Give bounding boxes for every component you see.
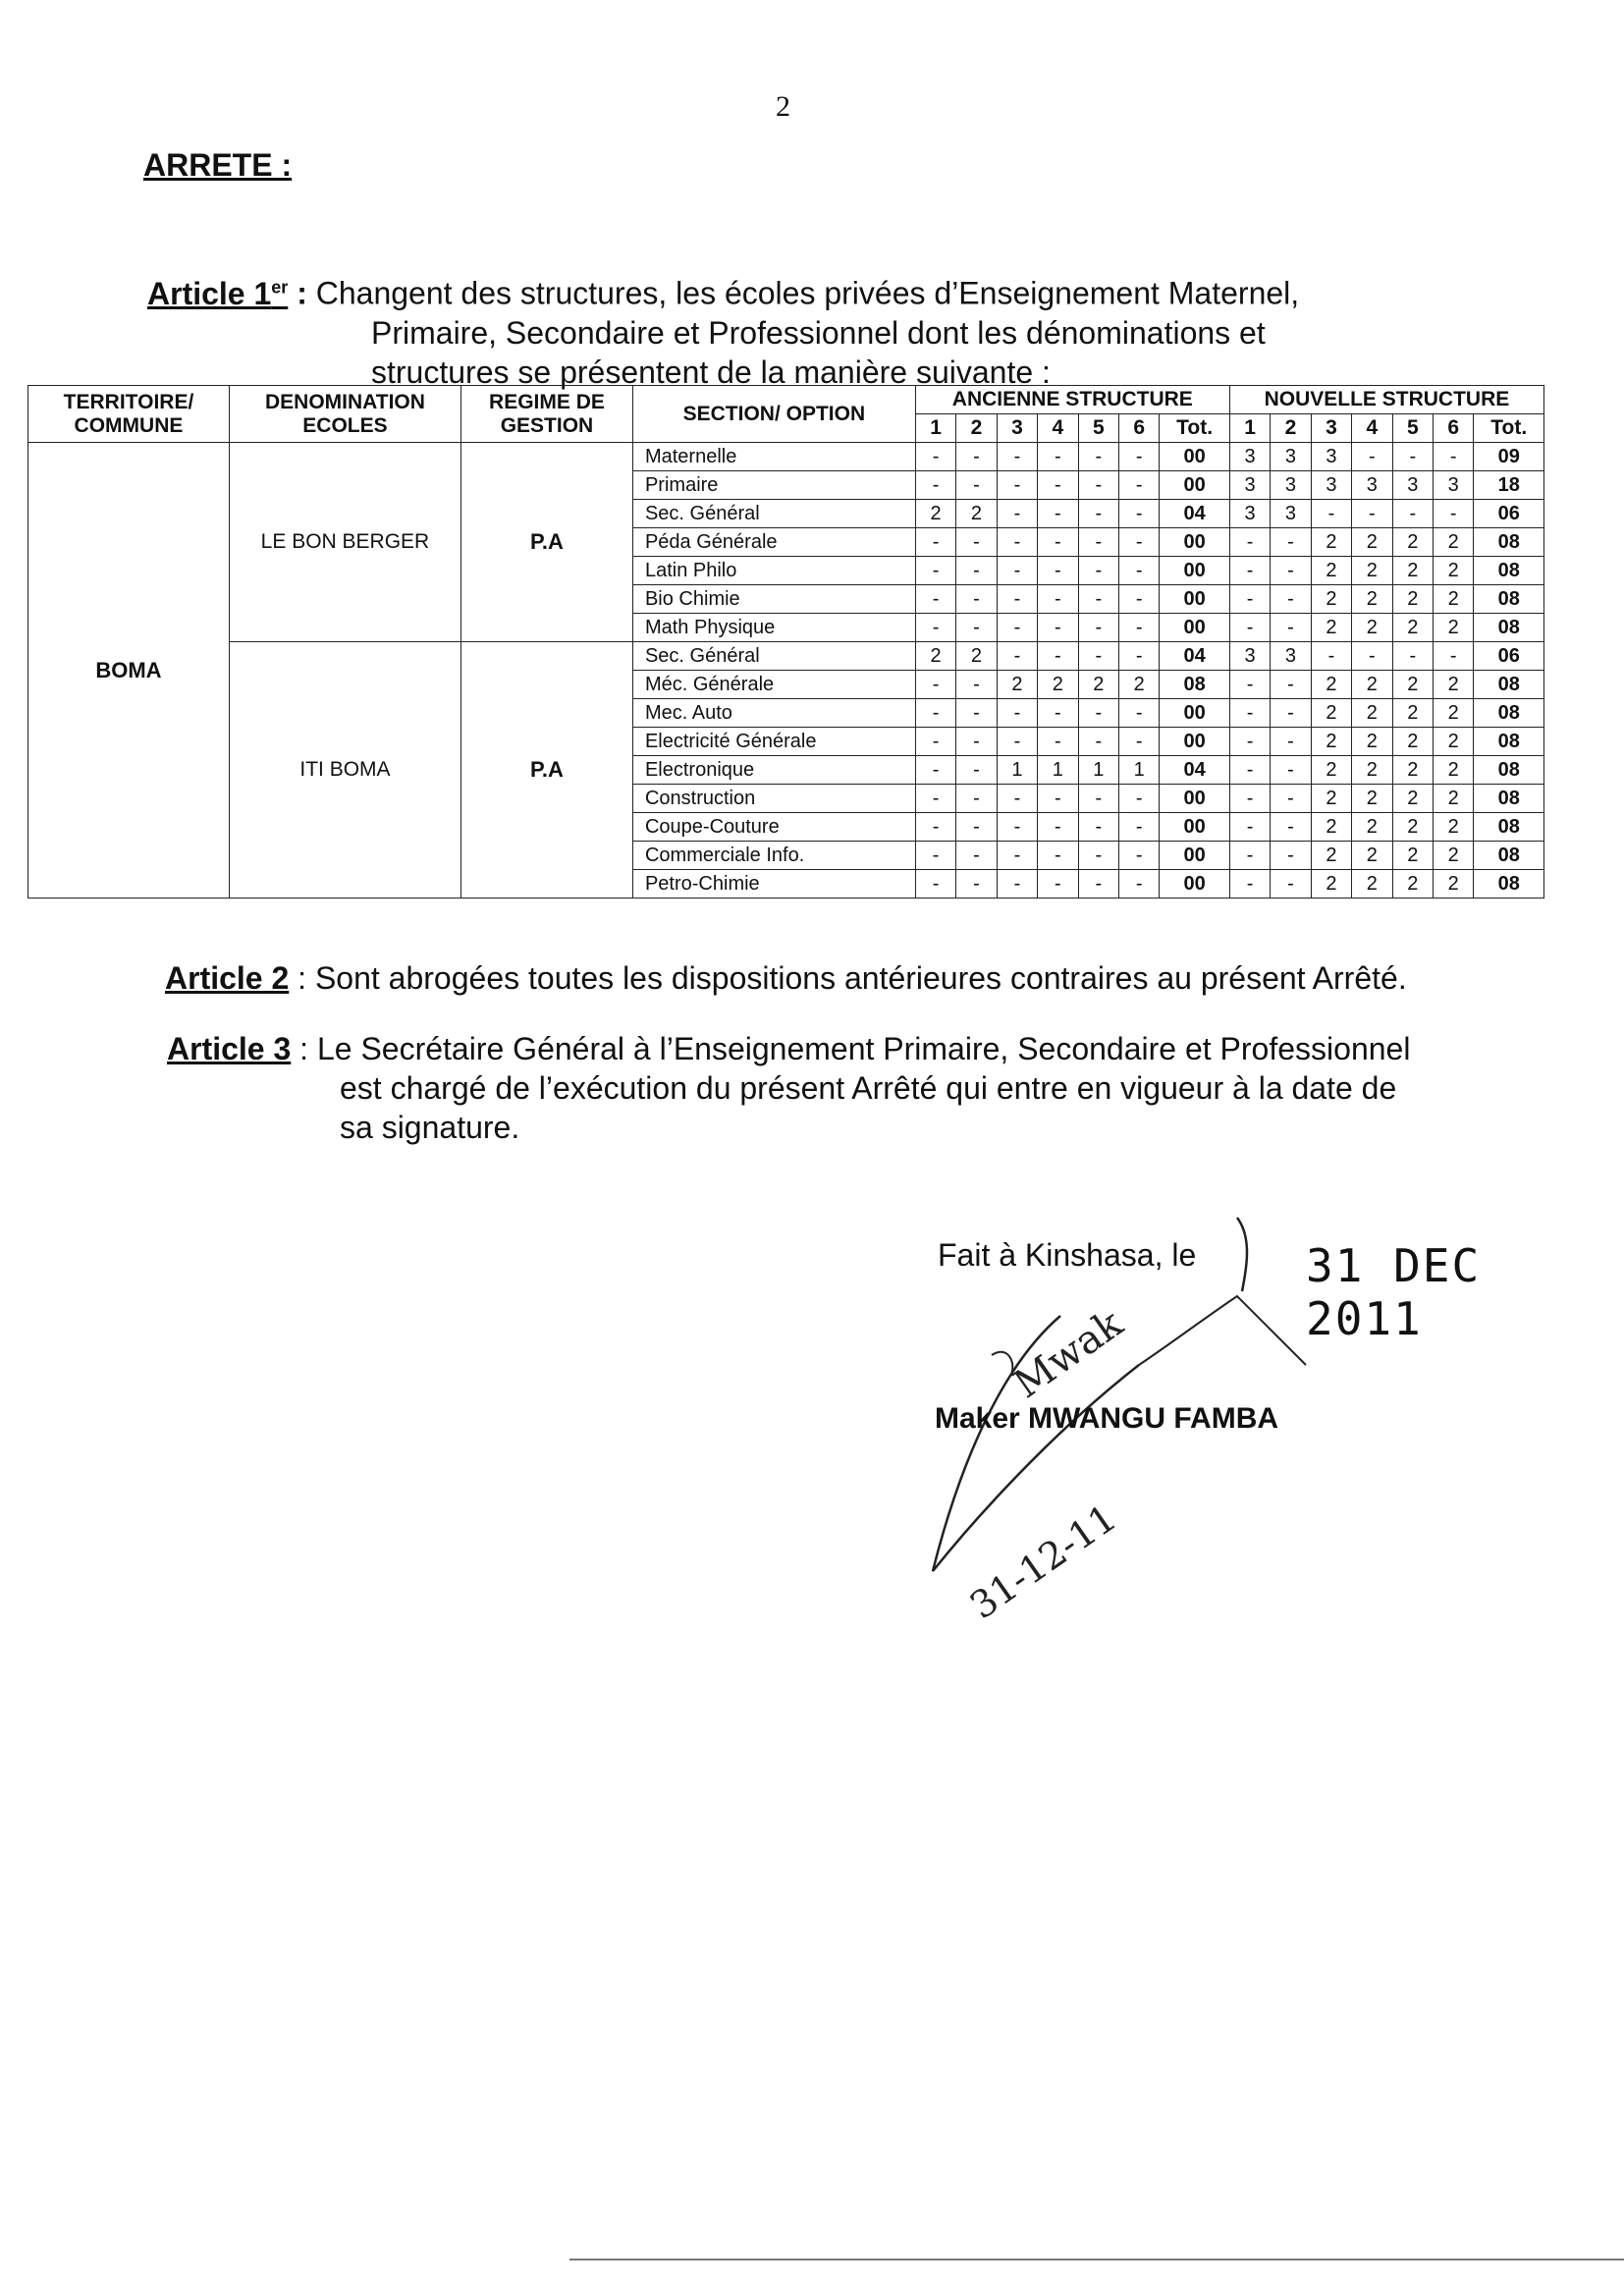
ancienne-value-cell: - — [1119, 557, 1160, 585]
nouvelle-total-cell: 08 — [1474, 585, 1544, 614]
ancienne-value-cell: - — [956, 785, 997, 813]
ancienne-total-cell: 00 — [1160, 699, 1229, 728]
nouvelle-value-cell: - — [1271, 842, 1311, 870]
nouvelle-value-cell: 2 — [1352, 699, 1392, 728]
ancienne-value-cell: - — [1119, 614, 1160, 642]
ancienne-value-cell: - — [997, 557, 1037, 585]
nouvelle-value-cell: 2 — [1352, 585, 1392, 614]
nouvelle-value-cell: - — [1271, 813, 1311, 842]
nouvelle-value-cell: - — [1271, 557, 1311, 585]
nouvelle-value-cell: 2 — [1392, 870, 1433, 899]
option-cell: Petro-Chimie — [632, 870, 915, 899]
nouvelle-value-cell: 2 — [1311, 557, 1351, 585]
header-ancienne-structure: ANCIENNE STRUCTURE — [915, 386, 1229, 414]
ancienne-value-cell: - — [956, 614, 997, 642]
ancienne-value-cell: - — [1038, 471, 1078, 500]
option-cell: Latin Philo — [632, 557, 915, 585]
nouvelle-value-cell: 2 — [1311, 842, 1351, 870]
ancienne-value-cell: - — [997, 813, 1037, 842]
ancienne-value-cell: - — [1119, 528, 1160, 557]
header-denomination: DENOMINATION ECOLES — [229, 386, 460, 443]
structure-table — [27, 385, 1544, 899]
nouvelle-value-cell: 2 — [1434, 557, 1474, 585]
ancienne-total-cell: 04 — [1160, 756, 1229, 785]
nouvelle-value-cell: 2 — [1311, 728, 1351, 756]
ancienne-value-cell: - — [997, 614, 1037, 642]
nouvelle-value-cell: - — [1352, 443, 1392, 471]
ancienne-total-cell: 00 — [1160, 870, 1229, 899]
nouvelle-value-cell: 2 — [1352, 614, 1392, 642]
nouvelle-value-cell: 2 — [1311, 528, 1351, 557]
stamp-date: 31 DEC 2011 — [1306, 1239, 1482, 1345]
ancienne-value-cell: - — [1078, 813, 1118, 842]
ancienne-value-cell: - — [915, 870, 955, 899]
nouvelle-value-cell: - — [1352, 642, 1392, 671]
ancienne-value-cell: - — [1119, 585, 1160, 614]
nouvelle-value-cell: - — [1352, 500, 1392, 528]
ancienne-value-cell: - — [1038, 642, 1078, 671]
option-cell: Coupe-Couture — [632, 813, 915, 842]
article-1 — [147, 267, 1463, 392]
option-cell: Electricité Générale — [632, 728, 915, 756]
ancienne-value-cell: 2 — [1119, 671, 1160, 699]
nouvelle-value-cell: - — [1271, 699, 1311, 728]
option-cell: Bio Chimie — [632, 585, 915, 614]
nouvelle-value-cell: - — [1271, 785, 1311, 813]
ancienne-value-cell: - — [1078, 785, 1118, 813]
option-cell: Méc. Générale — [632, 671, 915, 699]
nouvelle-value-cell: - — [1229, 728, 1270, 756]
ancienne-value-cell: - — [1119, 870, 1160, 899]
nouvelle-value-cell: - — [1434, 500, 1474, 528]
nouvelle-value-cell: 2 — [1352, 671, 1392, 699]
ancienne-value-cell: - — [1078, 557, 1118, 585]
nouvelle-value-cell: 3 — [1271, 471, 1311, 500]
nouvelle-value-cell: - — [1271, 756, 1311, 785]
ancienne-value-cell: - — [1038, 813, 1078, 842]
ancienne-value-cell: - — [915, 728, 955, 756]
ancienne-value-cell: - — [1078, 870, 1118, 899]
ancienne-value-cell: - — [1119, 699, 1160, 728]
article-1-sup: er — [271, 277, 289, 297]
nouvelle-value-cell: - — [1229, 671, 1270, 699]
nouvelle-value-cell: 2 — [1434, 614, 1474, 642]
nouvelle-value-cell: 2 — [1434, 756, 1474, 785]
nouvelle-total-cell: 08 — [1474, 728, 1544, 756]
header-nouvelle-structure: NOUVELLE STRUCTURE — [1229, 386, 1543, 414]
nouvelle-total-cell: 09 — [1474, 443, 1544, 471]
nouvelle-value-cell: 3 — [1311, 443, 1351, 471]
nouvelle-value-cell: - — [1311, 642, 1351, 671]
ancienne-value-cell: 1 — [1078, 756, 1118, 785]
nouvelle-value-cell: - — [1392, 500, 1433, 528]
ancienne-value-cell: - — [915, 443, 955, 471]
ancienne-total-cell: 00 — [1160, 785, 1229, 813]
nouvelle-total-cell: 08 — [1474, 528, 1544, 557]
nouvelle-value-cell: 2 — [1392, 671, 1433, 699]
nouvelle-value-cell: - — [1229, 842, 1270, 870]
header-nouvelle-col: 4 — [1352, 414, 1392, 443]
ancienne-value-cell: - — [997, 870, 1037, 899]
header-nouvelle-col: 2 — [1271, 414, 1311, 443]
ancienne-value-cell: - — [1038, 870, 1078, 899]
nouvelle-value-cell: 3 — [1229, 642, 1270, 671]
nouvelle-value-cell: 2 — [1434, 870, 1474, 899]
header-section: SECTION/ OPTION — [632, 386, 915, 443]
header-ancienne-col: Tot. — [1160, 414, 1229, 443]
ancienne-value-cell: - — [997, 842, 1037, 870]
ancienne-value-cell: - — [915, 699, 955, 728]
nouvelle-total-cell: 08 — [1474, 699, 1544, 728]
ancienne-total-cell: 00 — [1160, 528, 1229, 557]
article-1-line2: Primaire, Secondaire et Professionnel dont les dénominations et — [371, 314, 1266, 351]
nouvelle-value-cell: - — [1229, 614, 1270, 642]
nouvelle-value-cell: 2 — [1434, 813, 1474, 842]
nouvelle-value-cell: 2 — [1352, 728, 1392, 756]
ancienne-value-cell: - — [1078, 443, 1118, 471]
ancienne-value-cell: - — [1078, 728, 1118, 756]
nouvelle-value-cell: - — [1271, 585, 1311, 614]
ancienne-total-cell: 00 — [1160, 813, 1229, 842]
nouvelle-value-cell: - — [1434, 642, 1474, 671]
ancienne-value-cell: - — [1119, 500, 1160, 528]
header-ancienne-col: 1 — [915, 414, 955, 443]
ancienne-value-cell: - — [915, 756, 955, 785]
article-3-line3: sa signature. — [340, 1110, 520, 1145]
nouvelle-value-cell: - — [1271, 728, 1311, 756]
structure-table-body — [28, 443, 1544, 899]
nouvelle-total-cell: 18 — [1474, 471, 1544, 500]
nouvelle-value-cell: - — [1392, 642, 1433, 671]
ancienne-value-cell: - — [997, 585, 1037, 614]
ancienne-value-cell: - — [997, 443, 1037, 471]
nouvelle-value-cell: - — [1229, 785, 1270, 813]
article-1-label — [147, 276, 288, 311]
ancienne-value-cell: - — [1038, 614, 1078, 642]
arrete-heading-text: ARRETE : — [143, 147, 293, 183]
nouvelle-value-cell: - — [1229, 585, 1270, 614]
ancienne-total-cell: 00 — [1160, 585, 1229, 614]
nouvelle-value-cell: 2 — [1352, 813, 1392, 842]
nouvelle-value-cell: - — [1229, 557, 1270, 585]
ancienne-value-cell: - — [1038, 528, 1078, 557]
nouvelle-value-cell: - — [1229, 870, 1270, 899]
ancienne-value-cell: - — [997, 699, 1037, 728]
header-nouvelle-col: 3 — [1311, 414, 1351, 443]
ancienne-value-cell: - — [956, 443, 997, 471]
ancienne-value-cell: - — [1078, 471, 1118, 500]
nouvelle-value-cell: 3 — [1352, 471, 1392, 500]
nouvelle-total-cell: 08 — [1474, 557, 1544, 585]
nouvelle-value-cell: 3 — [1392, 471, 1433, 500]
ancienne-total-cell: 00 — [1160, 842, 1229, 870]
nouvelle-value-cell: 2 — [1392, 756, 1433, 785]
handwritten-initials: Mwak — [1005, 1300, 1131, 1408]
ancienne-value-cell: - — [1038, 699, 1078, 728]
ancienne-value-cell: - — [1038, 557, 1078, 585]
ancienne-value-cell: - — [1078, 585, 1118, 614]
nouvelle-value-cell: - — [1229, 813, 1270, 842]
nouvelle-value-cell: 3 — [1434, 471, 1474, 500]
ancienne-value-cell: 2 — [956, 642, 997, 671]
regime-cell: P.A — [460, 443, 632, 642]
ancienne-total-cell: 04 — [1160, 642, 1229, 671]
article-3-line2: est chargé de l’exécution du présent Arrêté qui entre en vigueur à la date de — [340, 1070, 1397, 1106]
ancienne-value-cell: 2 — [915, 500, 955, 528]
ancienne-value-cell: - — [915, 528, 955, 557]
ancienne-value-cell: - — [1078, 528, 1118, 557]
ancienne-value-cell: - — [915, 471, 955, 500]
nouvelle-value-cell: 2 — [1311, 614, 1351, 642]
ancienne-value-cell: - — [956, 870, 997, 899]
nouvelle-value-cell: - — [1271, 614, 1311, 642]
header-nouvelle-col: 1 — [1229, 414, 1270, 443]
ancienne-value-cell: - — [956, 528, 997, 557]
ancienne-value-cell: - — [997, 471, 1037, 500]
ancienne-value-cell: - — [997, 500, 1037, 528]
nouvelle-value-cell: 2 — [1311, 756, 1351, 785]
nouvelle-value-cell: - — [1271, 528, 1311, 557]
nouvelle-value-cell: 2 — [1434, 671, 1474, 699]
ancienne-value-cell: - — [956, 813, 997, 842]
arrete-heading — [143, 147, 292, 184]
header-nouvelle-col: Tot. — [1474, 414, 1544, 443]
ancienne-value-cell: - — [1119, 728, 1160, 756]
ancienne-value-cell: - — [1119, 471, 1160, 500]
signature-place: Fait à Kinshasa, le — [938, 1237, 1197, 1273]
header-ancienne-col: 6 — [1119, 414, 1160, 443]
ancienne-value-cell: - — [1038, 785, 1078, 813]
nouvelle-value-cell: - — [1434, 443, 1474, 471]
nouvelle-value-cell: 2 — [1352, 756, 1392, 785]
nouvelle-value-cell: 3 — [1271, 443, 1311, 471]
ancienne-value-cell: - — [997, 528, 1037, 557]
header-regime: REGIME DE GESTION — [460, 386, 632, 443]
nouvelle-value-cell: 3 — [1229, 500, 1270, 528]
option-cell: Primaire — [632, 471, 915, 500]
nouvelle-value-cell: - — [1229, 528, 1270, 557]
article-2-label: Article 2 — [165, 960, 290, 996]
ancienne-value-cell: - — [1038, 842, 1078, 870]
ancienne-value-cell: - — [1078, 500, 1118, 528]
nouvelle-value-cell: 2 — [1311, 671, 1351, 699]
signer-name: Maker MWANGU FAMBA — [935, 1402, 1279, 1435]
nouvelle-value-cell: 2 — [1311, 585, 1351, 614]
ancienne-value-cell: - — [1119, 842, 1160, 870]
article-1-colon: : — [288, 275, 307, 311]
header-nouvelle-col: 5 — [1392, 414, 1433, 443]
ancienne-value-cell: - — [956, 557, 997, 585]
ancienne-value-cell: 2 — [956, 500, 997, 528]
nouvelle-value-cell: - — [1392, 443, 1433, 471]
article-1-line3: structures se présentent de la manière suivante : — [371, 354, 1051, 390]
nouvelle-value-cell: - — [1311, 500, 1351, 528]
nouvelle-value-cell: - — [1229, 756, 1270, 785]
ancienne-value-cell: - — [997, 785, 1037, 813]
ancienne-value-cell: - — [956, 671, 997, 699]
ancienne-value-cell: - — [1078, 699, 1118, 728]
article-3-line1: : Le Secrétaire Général à l’Enseignement Primaire, Secondaire et Professionnel — [291, 1031, 1411, 1066]
ancienne-value-cell: 2 — [915, 642, 955, 671]
nouvelle-value-cell: 2 — [1311, 699, 1351, 728]
ancienne-value-cell: - — [956, 842, 997, 870]
ancienne-value-cell: - — [915, 557, 955, 585]
nouvelle-value-cell: 2 — [1352, 842, 1392, 870]
ancienne-value-cell: 1 — [1119, 756, 1160, 785]
ancienne-value-cell: - — [915, 842, 955, 870]
ancienne-value-cell: - — [1078, 642, 1118, 671]
header-territoire: TERRITOIRE/ COMMUNE — [28, 386, 230, 443]
nouvelle-value-cell: 2 — [1392, 785, 1433, 813]
ancienne-value-cell: - — [956, 585, 997, 614]
nouvelle-value-cell: 2 — [1392, 528, 1433, 557]
nouvelle-value-cell: 2 — [1392, 728, 1433, 756]
handwritten-date: 31-12-11 — [961, 1496, 1125, 1628]
nouvelle-value-cell: 2 — [1352, 557, 1392, 585]
ancienne-value-cell: - — [956, 756, 997, 785]
article-3 — [167, 1029, 1483, 1147]
territoire-cell: BOMA — [28, 443, 230, 899]
nouvelle-value-cell: 3 — [1271, 500, 1311, 528]
ancienne-value-cell: - — [956, 728, 997, 756]
option-cell: Commerciale Info. — [632, 842, 915, 870]
option-cell: Mec. Auto — [632, 699, 915, 728]
ancienne-value-cell: - — [956, 699, 997, 728]
nouvelle-value-cell: 2 — [1392, 614, 1433, 642]
nouvelle-value-cell: 3 — [1311, 471, 1351, 500]
ancienne-value-cell: - — [956, 471, 997, 500]
ancienne-value-cell: - — [1119, 813, 1160, 842]
ancienne-value-cell: - — [997, 642, 1037, 671]
article-1-label-text: Article 1 — [147, 275, 272, 311]
article-2-text: : Sont abrogées toutes les dispositions antérieures contraires au présent Arrêté. — [289, 960, 1407, 996]
nouvelle-value-cell: 2 — [1434, 585, 1474, 614]
ancienne-value-cell: 2 — [1078, 671, 1118, 699]
ancienne-value-cell: - — [1119, 642, 1160, 671]
nouvelle-value-cell: 2 — [1434, 842, 1474, 870]
ancienne-total-cell: 00 — [1160, 557, 1229, 585]
nouvelle-value-cell: 2 — [1392, 813, 1433, 842]
ancienne-total-cell: 04 — [1160, 500, 1229, 528]
nouvelle-total-cell: 08 — [1474, 842, 1544, 870]
school-name-cell: ITI BOMA — [229, 642, 460, 899]
nouvelle-value-cell: - — [1229, 699, 1270, 728]
ancienne-value-cell: - — [1119, 443, 1160, 471]
nouvelle-total-cell: 08 — [1474, 813, 1544, 842]
option-cell: Maternelle — [632, 443, 915, 471]
table-row — [28, 443, 1544, 471]
ancienne-value-cell: - — [1119, 785, 1160, 813]
nouvelle-value-cell: 2 — [1434, 785, 1474, 813]
nouvelle-value-cell: 3 — [1271, 642, 1311, 671]
article-3-label: Article 3 — [167, 1031, 292, 1066]
ancienne-total-cell: 00 — [1160, 443, 1229, 471]
nouvelle-value-cell: 2 — [1311, 870, 1351, 899]
nouvelle-value-cell: 2 — [1434, 728, 1474, 756]
ancienne-value-cell: - — [1078, 842, 1118, 870]
nouvelle-total-cell: 08 — [1474, 671, 1544, 699]
header-ancienne-col: 3 — [997, 414, 1037, 443]
header-nouvelle-col: 6 — [1434, 414, 1474, 443]
bottom-rule — [569, 2259, 1624, 2261]
option-cell: Construction — [632, 785, 915, 813]
ancienne-value-cell: - — [1038, 443, 1078, 471]
ancienne-total-cell: 00 — [1160, 728, 1229, 756]
nouvelle-total-cell: 08 — [1474, 614, 1544, 642]
table-row — [28, 642, 1544, 671]
page-number: 2 — [776, 90, 790, 123]
nouvelle-value-cell: 3 — [1229, 443, 1270, 471]
nouvelle-total-cell: 08 — [1474, 756, 1544, 785]
option-cell: Math Physique — [632, 614, 915, 642]
nouvelle-value-cell: 2 — [1392, 557, 1433, 585]
header-ancienne-col: 2 — [956, 414, 997, 443]
ancienne-value-cell: - — [915, 585, 955, 614]
ancienne-value-cell: - — [915, 813, 955, 842]
nouvelle-value-cell: 2 — [1434, 528, 1474, 557]
nouvelle-value-cell: 2 — [1392, 842, 1433, 870]
header-ancienne-col: 5 — [1078, 414, 1118, 443]
nouvelle-value-cell: 2 — [1311, 785, 1351, 813]
ancienne-value-cell: - — [1078, 614, 1118, 642]
ancienne-value-cell: - — [915, 614, 955, 642]
nouvelle-value-cell: 2 — [1392, 699, 1433, 728]
regime-cell: P.A — [460, 642, 632, 899]
ancienne-total-cell: 00 — [1160, 614, 1229, 642]
article-1-line1: Changent des structures, les écoles privées d’Enseignement Maternel, — [315, 275, 1300, 311]
option-cell: Electronique — [632, 756, 915, 785]
nouvelle-value-cell: 3 — [1229, 471, 1270, 500]
nouvelle-total-cell: 08 — [1474, 785, 1544, 813]
nouvelle-value-cell: 2 — [1392, 585, 1433, 614]
ancienne-total-cell: 00 — [1160, 471, 1229, 500]
ancienne-value-cell: - — [1038, 500, 1078, 528]
nouvelle-total-cell: 06 — [1474, 500, 1544, 528]
option-cell: Sec. Général — [632, 500, 915, 528]
ancienne-value-cell: 2 — [997, 671, 1037, 699]
nouvelle-value-cell: 2 — [1352, 870, 1392, 899]
option-cell: Péda Générale — [632, 528, 915, 557]
ancienne-value-cell: - — [1038, 728, 1078, 756]
option-cell: Sec. Général — [632, 642, 915, 671]
ancienne-value-cell: - — [997, 728, 1037, 756]
header-ancienne-col: 4 — [1038, 414, 1078, 443]
article-2 — [165, 958, 1481, 998]
nouvelle-value-cell: - — [1271, 671, 1311, 699]
school-name-cell: LE BON BERGER — [229, 443, 460, 642]
ancienne-total-cell: 08 — [1160, 671, 1229, 699]
nouvelle-total-cell: 06 — [1474, 642, 1544, 671]
nouvelle-value-cell: 2 — [1311, 813, 1351, 842]
ancienne-value-cell: - — [915, 785, 955, 813]
nouvelle-value-cell: 2 — [1352, 785, 1392, 813]
ancienne-value-cell: 1 — [997, 756, 1037, 785]
nouvelle-value-cell: 2 — [1352, 528, 1392, 557]
nouvelle-total-cell: 08 — [1474, 870, 1544, 899]
nouvelle-value-cell: 2 — [1434, 699, 1474, 728]
ancienne-value-cell: - — [1038, 585, 1078, 614]
ancienne-value-cell: - — [915, 671, 955, 699]
ancienne-value-cell: 1 — [1038, 756, 1078, 785]
ancienne-value-cell: 2 — [1038, 671, 1078, 699]
nouvelle-value-cell: - — [1271, 870, 1311, 899]
